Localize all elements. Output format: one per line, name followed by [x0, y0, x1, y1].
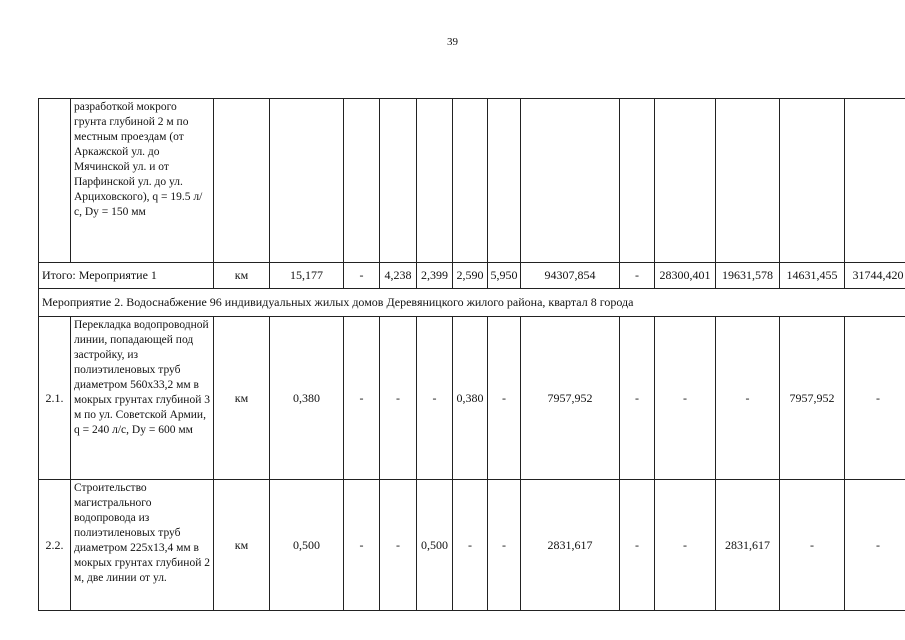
value-cell: 15,177 — [270, 263, 344, 289]
total-row — [39, 263, 905, 289]
value-cell: - — [453, 480, 488, 611]
value-cell: 31744,420 — [845, 263, 905, 289]
value-cell: - — [620, 317, 655, 480]
value-cell: - — [655, 480, 716, 611]
value-cell — [620, 99, 655, 263]
value-cell: 7957,952 — [521, 317, 620, 480]
measures-table — [38, 98, 905, 611]
value-cell: 2831,617 — [521, 480, 620, 611]
continuation-row — [39, 99, 905, 263]
value-cell — [845, 99, 905, 263]
value-cell: - — [620, 480, 655, 611]
value-cell: 4,238 — [380, 263, 417, 289]
value-cell: 28300,401 — [655, 263, 716, 289]
value-cell: 5,950 — [488, 263, 521, 289]
unit-cell: км — [214, 480, 270, 611]
unit-cell — [214, 99, 270, 263]
value-cell: - — [344, 317, 380, 480]
value-cell: - — [845, 317, 905, 480]
value-cell: 0,500 — [417, 480, 453, 611]
value-cell: - — [344, 263, 380, 289]
table-row — [39, 480, 905, 611]
value-cell: - — [716, 317, 780, 480]
value-cell: - — [620, 263, 655, 289]
value-cell — [344, 99, 380, 263]
value-cell: 2,399 — [417, 263, 453, 289]
unit-cell: км — [214, 317, 270, 480]
value-cell: 7957,952 — [780, 317, 845, 480]
description-cell: разработкой мокрого грунта глубиной 2 м по местным проездам (от Аркажской ул. до Мячинской ул. и от Парфинской ул. до ул. Арциховского), q = 19.5 л/с, Dу = 150 мм — [71, 99, 214, 263]
value-cell: - — [655, 317, 716, 480]
value-cell — [655, 99, 716, 263]
value-cell — [716, 99, 780, 263]
value-cell: 19631,578 — [716, 263, 780, 289]
row-number-cell — [39, 99, 71, 263]
value-cell: 0,380 — [270, 317, 344, 480]
value-cell: - — [780, 480, 845, 611]
row-number-cell: 2.2. — [39, 480, 71, 611]
section-header-row — [39, 289, 905, 317]
value-cell — [780, 99, 845, 263]
value-cell: 94307,854 — [521, 263, 620, 289]
value-cell: 0,380 — [453, 317, 488, 480]
value-cell: - — [845, 480, 905, 611]
value-cell: 2,590 — [453, 263, 488, 289]
value-cell: - — [488, 480, 521, 611]
page-number: 39 — [447, 36, 458, 48]
value-cell — [521, 99, 620, 263]
value-cell — [488, 99, 521, 263]
length-cell — [270, 99, 344, 263]
table-row — [39, 317, 905, 480]
value-cell: 0,500 — [270, 480, 344, 611]
description-cell: Перекладка водопроводной линии, попадающей под застройку, из полиэтиленовых труб диаметром 560х33,2 мм в мокрых грунтах глубиной 3 м по ул. Советской Армии, q = 240 л/с, Dу = 600 мм — [71, 317, 214, 480]
value-cell — [417, 99, 453, 263]
value-cell: 14631,455 — [780, 263, 845, 289]
description-cell: Строительство магистрального водопровода из полиэтиленовых труб диаметром 225х13,4 мм в мокрых грунтах глубиной 2 м, две линии от ул. — [71, 480, 214, 611]
value-cell — [453, 99, 488, 263]
value-cell: - — [344, 480, 380, 611]
row-number-cell: 2.1. — [39, 317, 71, 480]
value-cell — [380, 99, 417, 263]
total-label: Итого: Мероприятие 1 — [39, 263, 214, 289]
section-title: Мероприятие 2. Водоснабжение 96 индивидуальных жилых домов Деревяницкого жилого района, квартал 8 города — [39, 289, 905, 317]
unit-cell: км — [214, 263, 270, 289]
value-cell: - — [417, 317, 453, 480]
value-cell: - — [380, 480, 417, 611]
value-cell: - — [380, 317, 417, 480]
value-cell: - — [488, 317, 521, 480]
value-cell: 2831,617 — [716, 480, 780, 611]
